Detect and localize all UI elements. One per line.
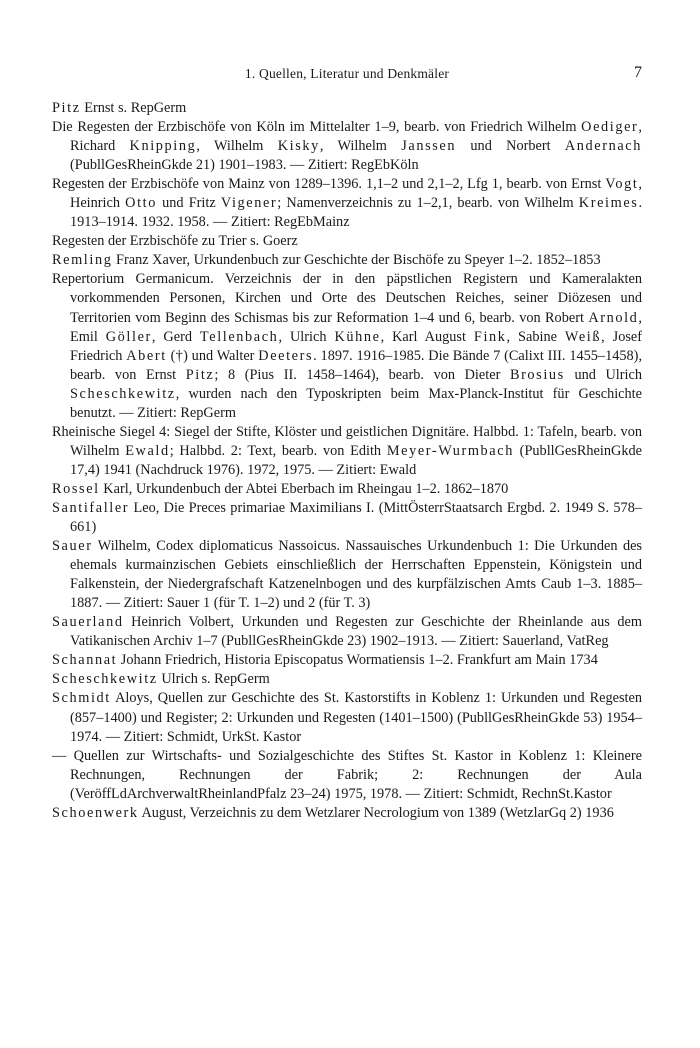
author-name: Meyer-Wurmbach: [386, 442, 514, 459]
author-name: Schoenwerk: [52, 804, 139, 821]
author-name: Schannat: [52, 652, 118, 669]
entry-text: , Wilhelm: [319, 138, 402, 155]
entry-text: , Ulrich: [278, 328, 335, 345]
entry-text: , Karl August: [380, 328, 474, 345]
author-name: Deeters: [258, 347, 314, 364]
author-name: Abert: [126, 347, 167, 364]
entry-text: Ernst s. RepGerm: [80, 100, 187, 116]
author-name: Fink: [473, 328, 507, 345]
entry-text: August, Verzeichnis zu dem Wetzlarer Necrologium von 1389 (WetzlarGq 2) 1936: [138, 804, 614, 821]
entry-text: Karl, Urkundenbuch der Abtei Eberbach im Rheingau 1–2. 1862–1870: [99, 480, 509, 497]
author-name: Weiß: [564, 328, 602, 345]
author-name: Brosius: [509, 366, 565, 383]
entry-text: (PubllGesRheinGkde 17,4) 1941 (Nachdruck 1976). 1972, 1975. — Zitiert: Ewald: [70, 442, 642, 478]
entry-text: Johann Friedrich, Historia Episcopatus Wormatiensis 1–2. Frankfurt am Main 1734: [117, 652, 598, 669]
bibliography-entry: [52, 537, 642, 613]
entry-text: , Heinrich: [70, 176, 642, 212]
author-name: Kisky: [277, 138, 320, 155]
bibliography-entry: [52, 747, 642, 804]
entry-text: , Sabine: [506, 328, 565, 345]
bibliography-entry: [52, 175, 642, 232]
entry-text: Ulrich s. RepGerm: [157, 671, 270, 688]
author-name: Remling: [52, 252, 113, 269]
bibliography-entry: [52, 480, 642, 499]
author-name: Vogt: [605, 176, 639, 193]
entry-text: ; Namenverzeichnis zu 1–2,1, bearb. von Wilhelm: [277, 195, 579, 212]
entry-text: . 1913–1914. 1932. 1958. — Zitiert: RegEbMainz: [70, 195, 643, 231]
entry-text: Wilhelm, Codex diplomaticus Nassoicus. Nassauisches Urkundenbuch 1: Die Urkunden des ehemals kurmainzischen Gebiets einschließlich der Herrschaften Eppenstein, Königstein und Falkenstein, der Niedergrafschaft Katzenelnbogen und des kurpfälzischen Amts Caub 1–3. 1885–1887. — Zitiert: Sauer 1 (für T. 1–2) und 2 (für T. 3): [70, 538, 642, 612]
author-name: Pitz: [185, 366, 215, 383]
running-header: [52, 64, 642, 86]
bibliography-entry: [52, 651, 642, 670]
entry-text: , Emil: [70, 309, 642, 345]
bibliography-entry: [52, 251, 642, 270]
bibliography-entry: [52, 232, 642, 251]
entry-text: Rheinische Siegel 4: Siegel der Stifte, Klöster und geistlichen Dignitäre. Halbbd. 1: Tafeln, bearb. von Wilhelm: [52, 423, 642, 459]
entry-text: Repertorium Germanicum. Verzeichnis der in den päpstlichen Registern und Kameralakten vorkommenden Personen, Kirchen und Orte des Deutschen Reiches, seiner Diözesen und Territorien vom Beginn des Schismas bis zur Reformation 1–4 und 6, bearb. von Robert: [52, 271, 642, 326]
bibliography-entry: [52, 270, 642, 422]
bibliography-entry: [52, 613, 642, 651]
bibliography-entry: [52, 670, 642, 689]
bibliography-entry: [52, 499, 642, 537]
bibliography-entry: [52, 118, 642, 175]
entry-text: — Quellen zur Wirtschafts- und Sozialgeschichte des Stiftes St. Kastor in Koblenz 1: Kleinere Rechnungen, Rechnungen der Fabrik; 2: Rechnungen der Aula (VeröffLdArchverwaltRheinlandPfalz 23–24) 1975, 1978. — Zitiert: Schmidt, RechnSt.Kastor: [52, 747, 642, 802]
author-name: Pitz: [52, 100, 81, 116]
author-name: Rossel: [52, 480, 100, 497]
entry-text: , Richard: [70, 119, 642, 155]
author-name: Scheschkewitz: [52, 671, 158, 688]
entry-text: , Wilhelm: [196, 138, 278, 155]
entry-text: Leo, Die Preces primariae Maximilians I. (MittÖsterrStaatsarch Ergbd. 2. 1949 S. 578–661): [70, 499, 642, 536]
author-name: Tellenbach: [199, 328, 279, 345]
author-name: Kreimes: [578, 195, 639, 212]
entry-text: Aloys, Quellen zur Geschichte des St. Kastorstifts in Koblenz 1: Urkunden und Regesten (857–1400) und Register; 2: Urkunden und Regesten (1401–1500) (PubllGesRheinGkde 53) 1954–1974. — Zitiert: Schmidt, UrkSt. Kastor: [70, 690, 642, 745]
entry-text: ; 8 (Pius II. 1458–1464), bearb. von Dieter: [214, 366, 510, 383]
entry-text: (†) und Walter: [166, 347, 259, 364]
entry-text: ; Halbbd. 2: Text, bearb. von Edith: [169, 442, 387, 459]
entry-text: Regesten der Erzbischöfe zu Trier s. Goerz: [52, 233, 298, 250]
author-name: Arnold: [588, 309, 639, 326]
author-name: Andernach: [564, 138, 642, 155]
entry-text: (PubllGesRheinGkde 21) 1901–1983. — Zitiert: RegEbKöln: [70, 157, 419, 174]
entry-text: Regesten der Erzbischöfe von Mainz von 1289–1396. 1,1–2 und 2,1–2, Lfg 1, bearb. von Ernst: [52, 176, 606, 193]
entry-text: und Norbert: [456, 138, 565, 155]
entry-text: Franz Xaver, Urkundenbuch zur Geschichte der Bischöfe zu Speyer 1–2. 1852–1853: [112, 252, 601, 269]
author-name: Ewald: [125, 442, 170, 459]
author-name: Schmidt: [52, 690, 111, 707]
running-header-title: 1. Quellen, Literatur und Denkmäler: [244, 66, 450, 81]
page-number: 7: [634, 64, 642, 81]
author-name: Knipping: [129, 138, 197, 155]
author-name: Scheschkewitz: [70, 385, 176, 402]
author-name: Oediger: [581, 119, 639, 136]
bibliography-entry: [52, 99, 642, 118]
bibliography-entry: [52, 804, 642, 823]
author-name: Santifaller: [52, 499, 130, 516]
entry-text: und Fritz: [157, 195, 221, 212]
entry-text: Heinrich Volbert, Urkunden und Regesten zur Geschichte der Rheinlande aus dem Vatikanischen Archiv 1–7 (PubllGesRheinGkde 23) 1902–1913. — Zitiert: Sauerland, VatReg: [70, 614, 642, 650]
entry-text: , wurden nach den Typoskripten beim Max-Planck-Institut für Geschichte benutzt. — Zitiert: RepGerm: [70, 385, 642, 421]
entry-text: und Ulrich: [564, 366, 643, 383]
bibliography-entry: [52, 689, 642, 746]
author-name: Sauerland: [52, 614, 124, 631]
entry-text: Die Regesten der Erzbischöfe von Köln im Mittelalter 1–9, bearb. von Friedrich Wilhelm: [52, 119, 582, 136]
author-name: Vigener: [220, 195, 278, 212]
author-name: Janssen: [401, 138, 457, 155]
author-name: Otto: [125, 195, 157, 212]
author-name: Göller: [105, 328, 152, 345]
bibliography-entry: [52, 423, 642, 480]
bibliography-list: [52, 99, 642, 823]
author-name: Kühne: [334, 328, 381, 345]
entry-text: , Josef Friedrich: [70, 328, 643, 364]
entry-text: . 1897. 1916–1985. Die Bände 7 (Calixt III. 1455–1458), bearb. von Ernst: [70, 347, 643, 383]
author-name: Sauer: [52, 538, 93, 555]
entry-text: , Gerd: [151, 328, 200, 345]
